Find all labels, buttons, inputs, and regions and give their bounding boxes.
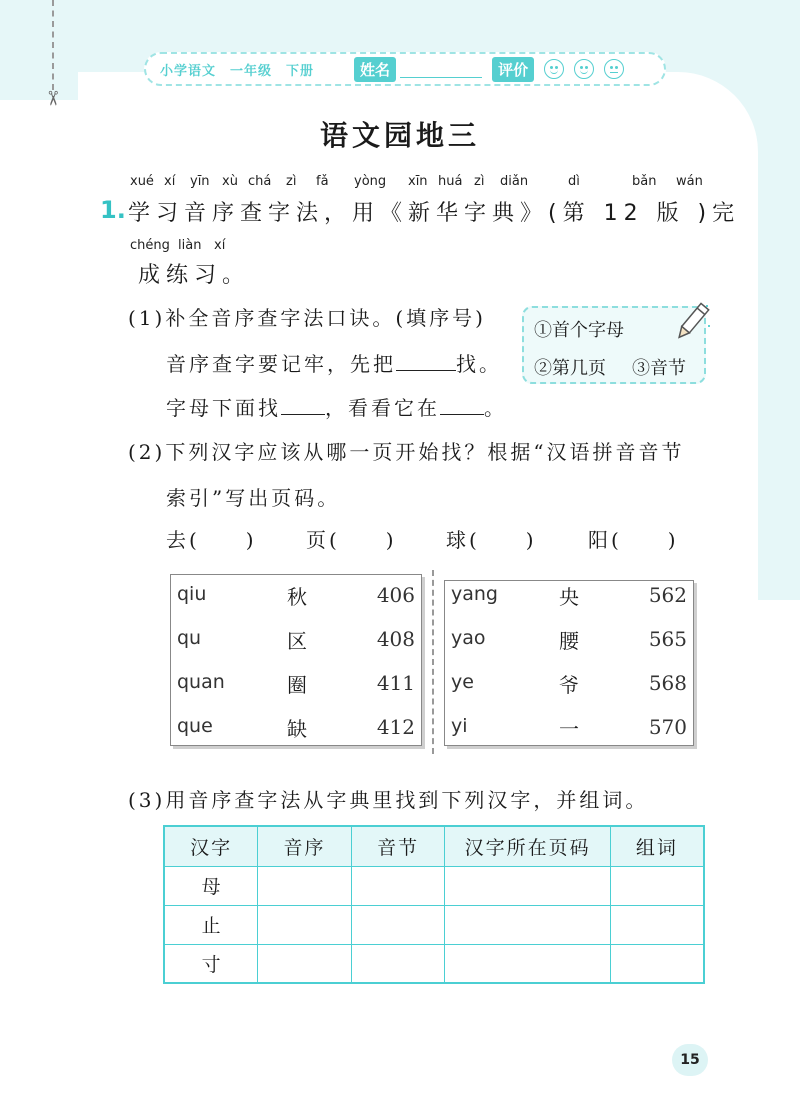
index-row — [445, 663, 693, 708]
rhyme-text: 。 — [484, 396, 507, 420]
answer-cell[interactable] — [258, 866, 352, 905]
answer-cell[interactable] — [445, 905, 610, 944]
table-header: 汉字所在页码 — [445, 826, 610, 866]
index-row — [445, 575, 693, 620]
index-char: 区 — [287, 629, 307, 653]
page-number: 15 — [672, 1044, 708, 1076]
index-char: 央 — [559, 585, 579, 609]
table-header-row — [164, 826, 704, 866]
index-row — [171, 707, 421, 752]
char-cell: 母 — [164, 866, 258, 905]
name-field[interactable] — [400, 60, 482, 78]
index-row — [171, 619, 421, 664]
rating-label: 评价 — [492, 57, 534, 82]
happy-face-icon[interactable] — [574, 59, 594, 79]
index-page: 411 — [376, 671, 415, 695]
hint-item: ②第几页 — [534, 358, 606, 379]
pinyin-syllable: xí — [214, 238, 226, 253]
index-page: 408 — [376, 627, 415, 651]
part1-line-1 — [166, 348, 502, 377]
pinyin-syllable: fǎ — [316, 174, 329, 189]
syllable-index-left — [170, 574, 422, 746]
scissors-icon: ✂ — [41, 90, 65, 107]
question-number: 1. — [100, 196, 126, 224]
pinyin-syllable: yīn — [190, 174, 210, 189]
index-pinyin: quan — [177, 671, 225, 693]
neutral-face-icon[interactable] — [604, 59, 624, 79]
rhyme-text: 字母下面找 — [166, 396, 281, 420]
index-char: 缺 — [287, 717, 307, 741]
pinyin-syllable: huá — [438, 174, 463, 189]
index-row — [171, 663, 421, 708]
index-pinyin: yao — [451, 627, 486, 649]
part1-label: (1)补全音序查字法口诀。(填序号) — [128, 306, 486, 330]
hint-item: ①首个字母 — [534, 320, 624, 341]
syllable-index-right — [444, 580, 694, 746]
answer-cell[interactable] — [258, 905, 352, 944]
answer-cell[interactable] — [351, 866, 445, 905]
pencil-icon — [672, 300, 712, 344]
subject-label: 小学语文 — [160, 63, 217, 79]
volume-label: 下册 — [286, 63, 315, 79]
part1-line-2 — [166, 392, 507, 421]
index-char: 圈 — [287, 673, 307, 697]
pinyin-syllable: chéng — [130, 238, 170, 253]
answer-item[interactable]: 球( ) — [446, 528, 537, 552]
pinyin-syllable: wán — [676, 174, 703, 189]
pinyin-syllable: liàn — [178, 238, 202, 253]
page-title: 语文园地三 — [319, 119, 480, 152]
table-header: 音节 — [351, 826, 445, 866]
pinyin-syllable: xí — [164, 174, 176, 189]
part3-label: (3)用音序查字法从字典里找到下列汉字，并组词。 — [128, 788, 649, 812]
char-cell: 寸 — [164, 944, 258, 983]
pinyin-syllable: yòng — [354, 174, 387, 189]
answer-cell[interactable] — [445, 866, 610, 905]
question-text-line-1: 学习音序查字法，用《新华字典》(第 12 版 )完 — [128, 201, 741, 226]
pinyin-syllable: zì — [474, 174, 485, 189]
table-header: 汉字 — [164, 826, 258, 866]
pinyin-syllable: xué — [130, 174, 154, 189]
index-pinyin: yang — [451, 583, 498, 605]
answer-cell[interactable] — [610, 944, 704, 983]
index-pinyin: qiu — [177, 583, 207, 605]
index-char: 一 — [559, 717, 579, 741]
pinyin-syllable: dì — [568, 174, 580, 189]
answer-cell[interactable] — [351, 905, 445, 944]
pinyin-syllable: zì — [286, 174, 297, 189]
rhyme-text: 音序查字要记牢，先把 — [166, 352, 396, 376]
answer-cell[interactable] — [610, 866, 704, 905]
name-label: 姓名 — [354, 57, 396, 82]
table-row — [164, 905, 704, 944]
answer-blank[interactable] — [396, 353, 456, 371]
cut-line — [52, 0, 54, 90]
answer-item[interactable]: 阳( ) — [588, 528, 679, 552]
pinyin-syllable: diǎn — [500, 174, 529, 189]
table-row — [164, 944, 704, 983]
rhyme-text: ，看看它在 — [325, 396, 440, 420]
index-char: 爷 — [559, 673, 579, 697]
index-char: 秋 — [287, 585, 307, 609]
answer-cell[interactable] — [351, 944, 445, 983]
divider — [432, 570, 434, 754]
index-page: 570 — [648, 715, 687, 739]
char-cell: 止 — [164, 905, 258, 944]
part2-label-line-1: (2)下列汉字应该从哪一页开始找？根据“汉语拼音音节 — [128, 440, 685, 464]
answer-cell[interactable] — [610, 905, 704, 944]
index-pinyin: qu — [177, 627, 202, 649]
header-bar — [144, 52, 666, 86]
rhyme-text: 找。 — [456, 352, 502, 376]
pinyin-syllable: bǎn — [632, 174, 657, 189]
index-page: 562 — [648, 583, 687, 607]
answer-blank[interactable] — [281, 397, 325, 415]
index-page: 565 — [648, 627, 687, 651]
index-row — [445, 707, 693, 752]
pinyin-syllable: xù — [222, 174, 238, 189]
answer-cell[interactable] — [445, 944, 610, 983]
index-pinyin: que — [177, 715, 213, 737]
answer-table — [163, 825, 705, 984]
answer-item[interactable]: 页( ) — [306, 528, 397, 552]
table-row — [164, 866, 704, 905]
index-char: 腰 — [559, 629, 579, 653]
part2-label-line-2: 索引”写出页码。 — [166, 486, 341, 510]
index-pinyin: ye — [451, 671, 474, 693]
table-header: 组词 — [610, 826, 704, 866]
question-text-line-2: 成练习。 — [138, 263, 251, 288]
index-row — [171, 575, 421, 620]
answer-cell[interactable] — [258, 944, 352, 983]
grade-label: 一年级 — [230, 63, 273, 79]
pinyin-syllable: xīn — [408, 174, 428, 189]
table-header: 音序 — [258, 826, 352, 866]
index-pinyin: yi — [451, 715, 468, 737]
index-page: 412 — [376, 715, 415, 739]
index-page: 568 — [648, 671, 687, 695]
answer-blank[interactable] — [440, 397, 484, 415]
hint-item: ③音节 — [632, 358, 686, 379]
pinyin-syllable: chá — [248, 174, 272, 189]
index-page: 406 — [376, 583, 415, 607]
answer-item[interactable]: 去( ) — [166, 528, 257, 552]
index-row — [445, 619, 693, 664]
smile-face-icon[interactable] — [544, 59, 564, 79]
